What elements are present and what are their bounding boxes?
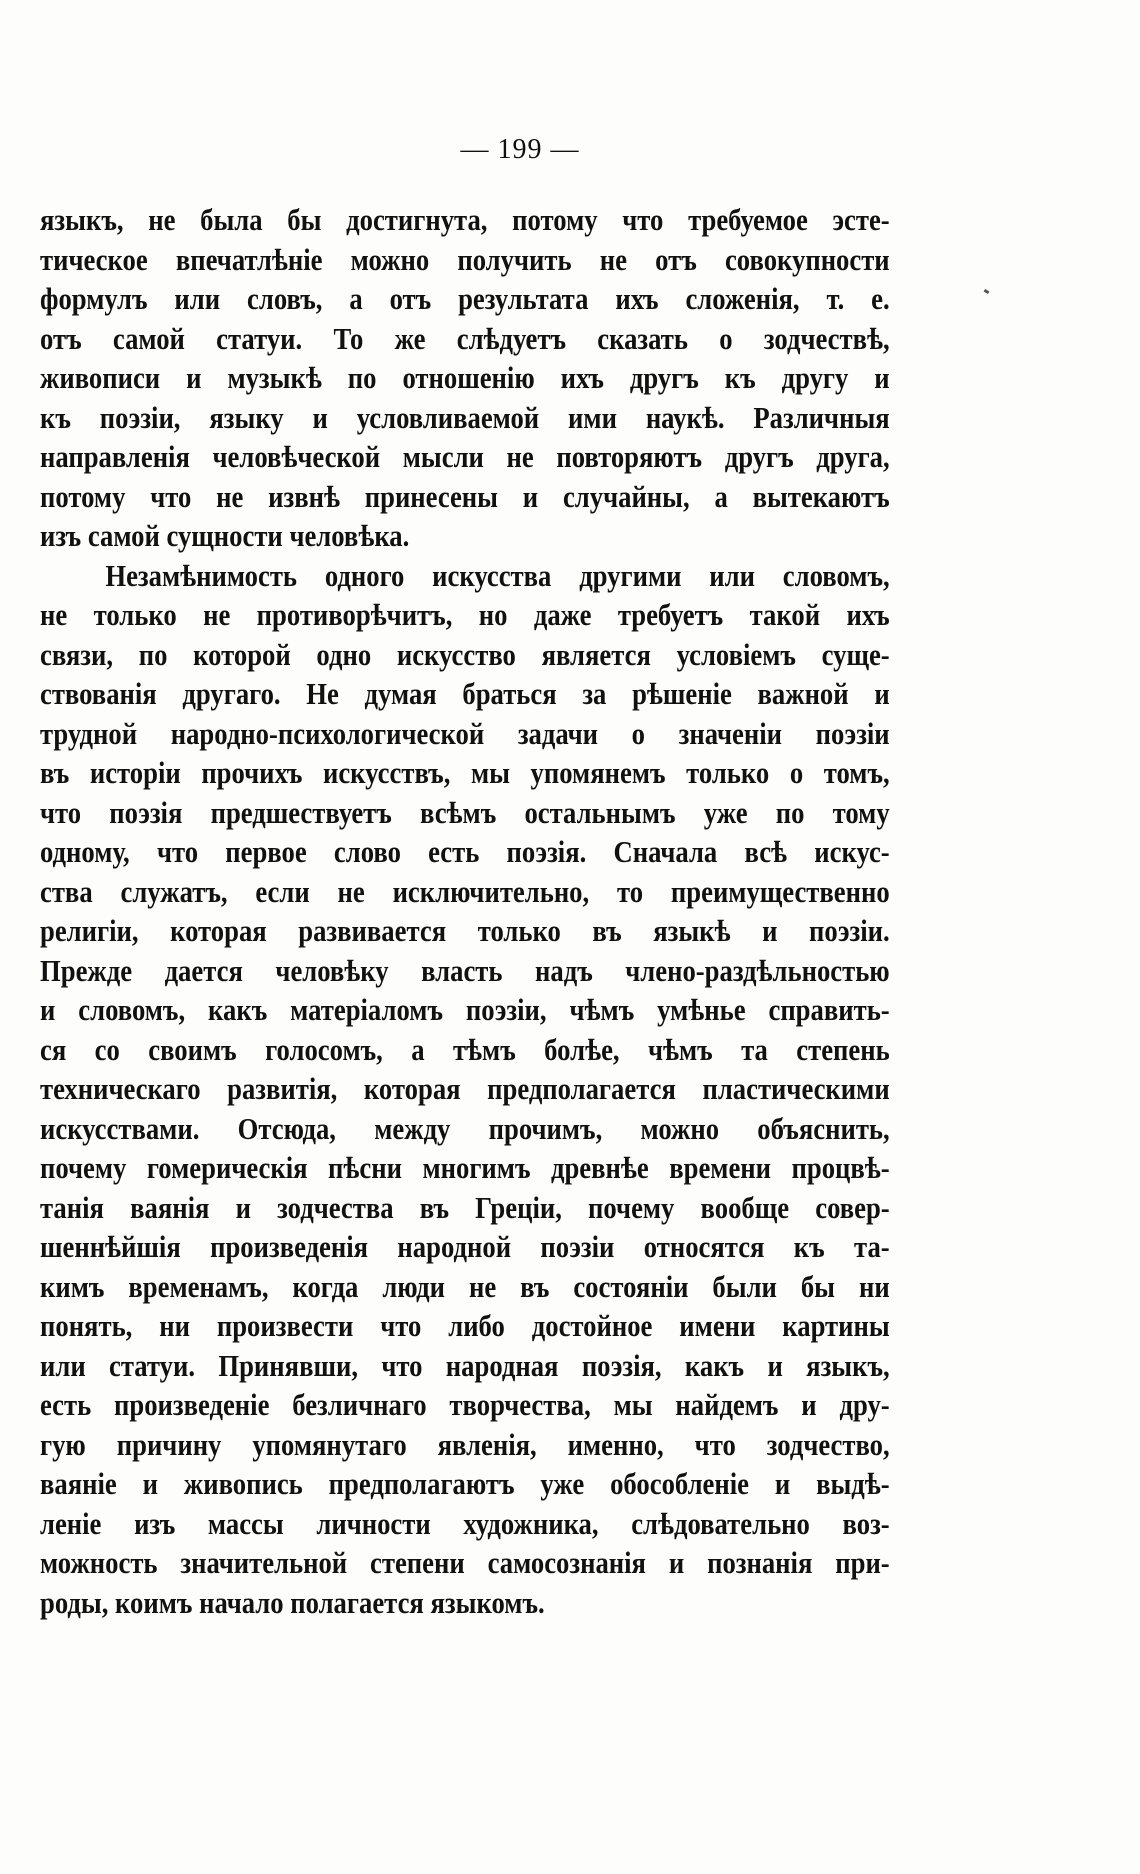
text-line: или статуи. Принявши, что народная поэзія, какъ и языкъ, [40,1347,890,1383]
text-line: роды, коимъ начало полагается языкомъ. [40,1584,545,1620]
text-line: направленія человѣческой мысли не повторяютъ другъ друга, [40,439,890,474]
page-number: — 199 — [460,134,580,165]
scan-speck [984,289,990,294]
text-line: кимъ временамъ, когда люди не въ состояніи были бы ни [40,1268,890,1304]
body-text [40,200,890,1622]
text-line: Незамѣнимость одного искусства другими или словомъ, [105,557,890,593]
text-line: тическое впечатлѣніе можно получить не отъ совокупности [40,241,890,277]
text-line: есть произведеніе безличнаго творчества, мы найдемъ и дру- [40,1387,890,1422]
text-line: изъ самой сущности человѣка. [40,518,410,553]
text-line: леніе изъ массы личности художника, слѣдовательно воз- [40,1505,890,1541]
paragraph [40,200,890,556]
text-line: живописи и музыкѣ по отношенію ихъ другъ къ другу и [40,360,890,395]
text-line: связи, по которой одно искусство является условіемъ суще- [40,636,890,672]
text-line: ваяніе и живопись предполагаютъ уже обособленіе и выдѣ- [40,1466,890,1501]
text-line: что поэзія предшествуетъ всѣмъ остальнымъ уже по тому [40,794,890,830]
text-line: языкъ, не была бы достигнута, потому что требуемое эсте- [40,202,890,237]
text-line: почему гомерическія пѣсни многимъ древнѣе времени процвѣ- [40,1150,890,1185]
text-line: и словомъ, какъ матеріаломъ поэзіи, чѣмъ умѣнье справить- [40,992,890,1027]
text-line: отъ самой статуи. То же слѣдуетъ сказать о зодчествѣ, [40,320,890,356]
text-line: въ исторіи прочихъ искусствъ, мы упомянемъ только о томъ, [40,755,890,790]
text-line: искусствами. Отсюда, между прочимъ, можно объяснить, [40,1110,890,1146]
text-line: ства служатъ, если не исключительно, то преимущественно [40,873,890,909]
text-line: религіи, которая развивается только въ языкѣ и поэзіи. [40,913,890,948]
text-line: понять, ни произвести что либо достойное имени картины [40,1308,890,1343]
text-line: техническаго развитія, которая предполагается пластическими [40,1071,890,1106]
text-line: трудной народно-психологической задачи о значеніи поэзіи [40,715,890,751]
text-line: можность значительной степени самосознанія и познанія при- [40,1545,890,1580]
text-line: шеннѣйшія произведенія народной поэзіи относятся къ та- [40,1229,890,1264]
paragraph [40,556,890,1623]
text-line: ся со своимъ голосомъ, а тѣмъ болѣе, чѣмъ та степень [40,1031,890,1067]
text-line: ствованія другаго. Не думая браться за рѣшеніе важной и [40,676,890,711]
text-line: къ поэзіи, языку и условливаемой ими наукѣ. Различныя [40,399,890,435]
text-line: танія ваянія и зодчества въ Греціи, почему вообще совер- [40,1189,890,1225]
text-line: Прежде дается человѣку власть надъ члено-раздѣльностью [40,952,890,988]
text-line: потому что не извнѣ принесены и случайны, а вытекаютъ [40,478,890,514]
text-line: не только не противорѣчитъ, но даже требуетъ такой ихъ [40,597,890,632]
text-line: формулъ или словъ, а отъ результата ихъ сложенія, т. е. [40,281,890,316]
text-line: гую причину упомянутаго явленія, именно, что зодчество, [40,1426,890,1462]
text-line: одному, что первое слово есть поэзія. Сначала всѣ искус- [40,834,890,869]
